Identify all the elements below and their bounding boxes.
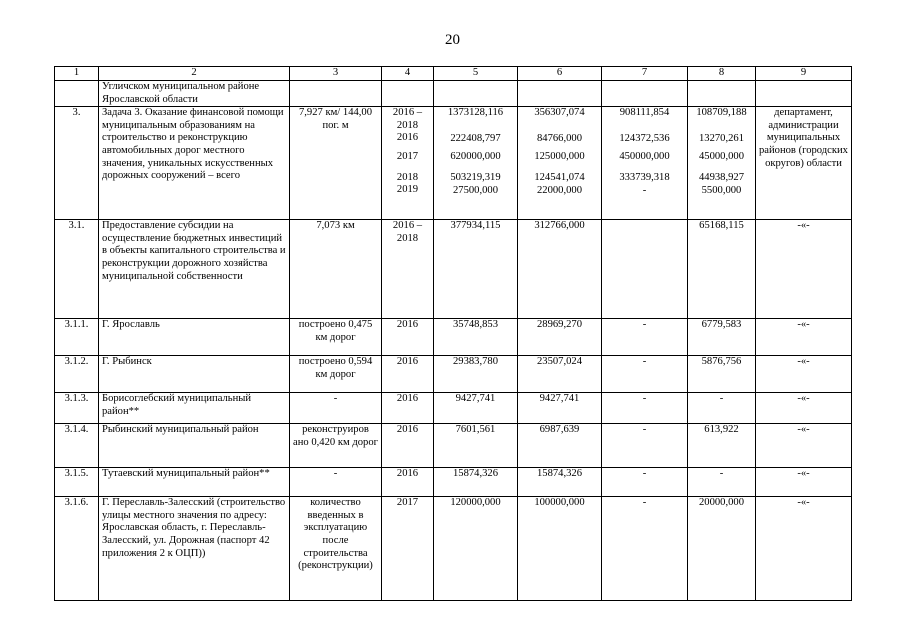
year-value: 2017 bbox=[396, 150, 419, 162]
amount-value: 13270,261 bbox=[698, 132, 745, 144]
row-name: Борисоглебский муниципальный район** bbox=[99, 393, 290, 424]
row-total: 35748,853 bbox=[434, 319, 518, 356]
row-executor: -«- bbox=[756, 356, 852, 393]
table-row bbox=[55, 393, 852, 424]
row-years bbox=[382, 81, 434, 107]
row-regional: 28969,270 bbox=[518, 319, 602, 356]
year-value: 2019 bbox=[396, 184, 419, 196]
row-indicator: построено 0,594 км дорог bbox=[290, 356, 382, 393]
row-number: 3.1.2. bbox=[55, 356, 99, 393]
column-header: 6 bbox=[518, 67, 602, 81]
row-executor bbox=[756, 81, 852, 107]
program-table bbox=[54, 66, 852, 601]
amount-value: 44938,927 bbox=[698, 171, 745, 183]
column-header: 9 bbox=[756, 67, 852, 81]
row-indicator: реконструиров ано 0,420 км дорог bbox=[290, 424, 382, 468]
table-row bbox=[55, 497, 852, 601]
amount-value: 503219,319 bbox=[450, 171, 501, 183]
row-executor: -«- bbox=[756, 319, 852, 356]
row-number: 3.1.5. bbox=[55, 468, 99, 497]
row-federal: - bbox=[602, 468, 688, 497]
column-header: 3 bbox=[290, 67, 382, 81]
amount-value: - bbox=[642, 184, 647, 196]
row-total: 29383,780 bbox=[434, 356, 518, 393]
row-name: Г. Рыбинск bbox=[99, 356, 290, 393]
amount-value: 27500,000 bbox=[452, 184, 499, 196]
year-value: 2016 – 2018 bbox=[392, 107, 423, 131]
row-indicator: 7,927 км/ 144,00 пог. м bbox=[290, 107, 382, 220]
row-number bbox=[55, 81, 99, 107]
row-federal: - bbox=[602, 319, 688, 356]
column-header: 8 bbox=[688, 67, 756, 81]
amount-value: 22000,000 bbox=[536, 184, 583, 196]
amount-value: 124541,074 bbox=[534, 171, 585, 183]
row-total: 15874,326 bbox=[434, 468, 518, 497]
row-local bbox=[688, 107, 756, 220]
row-local: - bbox=[688, 468, 756, 497]
row-executor: -«- bbox=[756, 393, 852, 424]
row-local: 6779,583 bbox=[688, 319, 756, 356]
amount-value: 908111,854 bbox=[619, 107, 670, 119]
row-executor: департамент, администрации муниципальных районов (городских округов) области bbox=[756, 107, 852, 220]
row-number: 3.1.3. bbox=[55, 393, 99, 424]
row-regional bbox=[518, 81, 602, 107]
row-name: Предоставление субсидии на осуществление бюджетных инвестиций в объекты капитального строительства и реконструкции дорожного хозяйства муниципальной собственности bbox=[99, 220, 290, 319]
row-number: 3.1.4. bbox=[55, 424, 99, 468]
row-regional: 100000,000 bbox=[518, 497, 602, 601]
row-indicator bbox=[290, 81, 382, 107]
table-row bbox=[55, 424, 852, 468]
row-executor: -«- bbox=[756, 424, 852, 468]
row-years bbox=[382, 107, 434, 220]
amount-value: 84766,000 bbox=[536, 132, 583, 144]
row-number: 3. bbox=[55, 107, 99, 220]
row-total: 120000,000 bbox=[434, 497, 518, 601]
column-header: 2 bbox=[99, 67, 290, 81]
row-years: 2016 bbox=[382, 393, 434, 424]
row-total: 9427,741 bbox=[434, 393, 518, 424]
row-regional: 6987,639 bbox=[518, 424, 602, 468]
row-total bbox=[434, 107, 518, 220]
amount-value: 222408,797 bbox=[450, 132, 501, 144]
amount-value: 333739,318 bbox=[619, 171, 670, 183]
column-header: 4 bbox=[382, 67, 434, 81]
row-name: Г. Ярославль bbox=[99, 319, 290, 356]
amount-value: 125000,000 bbox=[534, 151, 585, 163]
amount-value: 1373128,116 bbox=[447, 107, 504, 119]
row-local: 65168,115 bbox=[688, 220, 756, 319]
amount-value: 45000,000 bbox=[698, 151, 745, 163]
table-row bbox=[55, 319, 852, 356]
row-federal bbox=[602, 220, 688, 319]
row-indicator: - bbox=[290, 393, 382, 424]
row-indicator: построено 0,475 км дорог bbox=[290, 319, 382, 356]
amount-value: 450000,000 bbox=[619, 151, 670, 163]
table-row bbox=[55, 356, 852, 393]
row-executor: -«- bbox=[756, 220, 852, 319]
row-local: - bbox=[688, 393, 756, 424]
page-number: 20 bbox=[445, 32, 460, 48]
table-row bbox=[55, 81, 852, 107]
year-value: 2018 bbox=[396, 171, 419, 183]
row-years: 2016 bbox=[382, 468, 434, 497]
row-number: 3.1. bbox=[55, 220, 99, 319]
row-years: 2016 bbox=[382, 319, 434, 356]
row-local: 20000,000 bbox=[688, 497, 756, 601]
row-regional: 15874,326 bbox=[518, 468, 602, 497]
row-federal bbox=[602, 81, 688, 107]
row-regional bbox=[518, 107, 602, 220]
row-federal: - bbox=[602, 497, 688, 601]
amount-value: 108709,188 bbox=[696, 107, 747, 119]
amount-value: 620000,000 bbox=[450, 151, 501, 163]
row-years: 2016 – 2018 bbox=[382, 220, 434, 319]
table-row bbox=[55, 468, 852, 497]
column-header: 1 bbox=[55, 67, 99, 81]
row-regional: 9427,741 bbox=[518, 393, 602, 424]
amount-value: 356307,074 bbox=[534, 107, 585, 119]
row-local: 5876,756 bbox=[688, 356, 756, 393]
row-name: Угличском муниципальном районе Ярославской области bbox=[99, 81, 290, 107]
row-name: Г. Переславль-Залесский (строительство улицы местного значения по адресу: Ярославская область, г. Переславль-Залесский, ул. Дорожная (паспорт 42 приложения 2 к ОЦП)) bbox=[99, 497, 290, 601]
row-federal bbox=[602, 107, 688, 220]
row-local bbox=[688, 81, 756, 107]
row-indicator: количество введенных в эксплуатацию после строительства (реконструкции) bbox=[290, 497, 382, 601]
row-years: 2016 bbox=[382, 356, 434, 393]
row-name: Рыбинский муниципальный район bbox=[99, 424, 290, 468]
row-executor: -«- bbox=[756, 497, 852, 601]
header-row bbox=[55, 67, 852, 81]
year-value: 2016 bbox=[396, 132, 419, 144]
row-years: 2017 bbox=[382, 497, 434, 601]
row-total: 377934,115 bbox=[434, 220, 518, 319]
table-row bbox=[55, 107, 852, 220]
row-executor: -«- bbox=[756, 468, 852, 497]
row-federal: - bbox=[602, 356, 688, 393]
table-row bbox=[55, 220, 852, 319]
row-name: Тутаевский муниципальный район** bbox=[99, 468, 290, 497]
row-years: 2016 bbox=[382, 424, 434, 468]
row-federal: - bbox=[602, 424, 688, 468]
row-total bbox=[434, 81, 518, 107]
column-header: 5 bbox=[434, 67, 518, 81]
row-number: 3.1.1. bbox=[55, 319, 99, 356]
row-regional: 23507,024 bbox=[518, 356, 602, 393]
row-number: 3.1.6. bbox=[55, 497, 99, 601]
column-header: 7 bbox=[602, 67, 688, 81]
amount-value: 5500,000 bbox=[701, 184, 742, 196]
row-indicator: - bbox=[290, 468, 382, 497]
row-total: 7601,561 bbox=[434, 424, 518, 468]
row-local: 613,922 bbox=[688, 424, 756, 468]
row-regional: 312766,000 bbox=[518, 220, 602, 319]
row-federal: - bbox=[602, 393, 688, 424]
amount-value: 124372,536 bbox=[619, 132, 670, 144]
row-indicator: 7,073 км bbox=[290, 220, 382, 319]
row-name: Задача 3. Оказание финансовой помощи муниципальным образованиям на строительство и реконструкцию автомобильных дорог местного значения, уникальных искусственных дорожных сооружений – всего bbox=[99, 107, 290, 220]
